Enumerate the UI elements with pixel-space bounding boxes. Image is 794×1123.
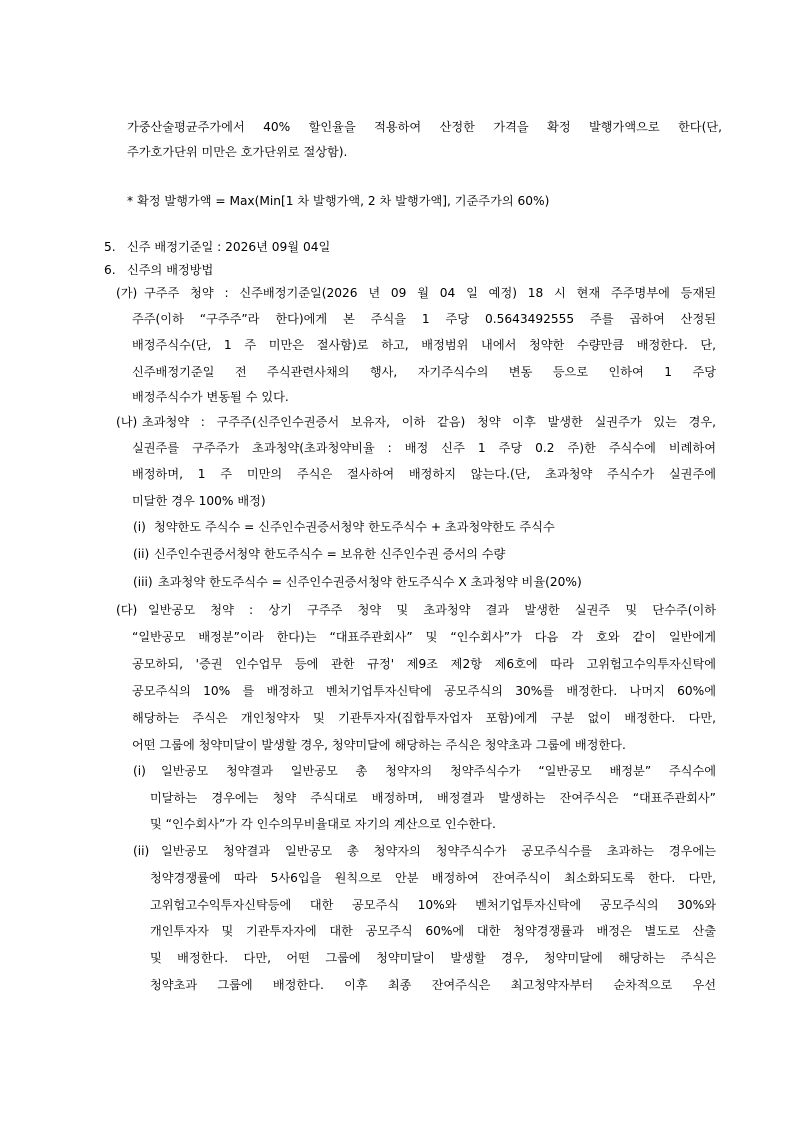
da-line-5: 해당하는 주식은 개인청약자 및 기관투자자(집합투자업자 포함)에게 구분 없이 배정한다. 다만, xyxy=(132,711,716,725)
item-5-number: 5. xyxy=(104,240,116,254)
da-sub-ii-marker: (ii) xyxy=(133,844,150,858)
na-sub-iii-text: 초과청약 한도주식수 = 신주인수권증서청약 한도주식수 X 초과청약 비율(20%) xyxy=(158,575,582,589)
na-sub-ii-marker: (ii) xyxy=(133,547,150,561)
na-line-4: 미달한 경우 100% 배정) xyxy=(132,494,266,508)
da-sub-ii-line-1: 일반공모 청약결과 일반공모 총 청약자의 청약주식수가 공모주식수를 초과하는 경우에는 xyxy=(161,844,716,858)
intro-line-1: 가중산술평균주가에서 40% 할인율을 적용하여 산정한 가격을 확정 발행가액으로 한다(단, xyxy=(127,120,722,134)
intro-line-2: 주가호가단위 미만은 호가단위로 절상함). xyxy=(127,145,348,159)
da-sub-ii-line-6: 청약초과 그룹에 배정한다. 이후 최종 잔여주식은 최고청약자부터 순차적으로 우선 xyxy=(150,978,716,992)
na-sub-i-text: 청약한도 주식수 = 신주인수권증서청약 한도주식수 + 초과청약한도 주식수 xyxy=(154,520,555,534)
item-5-text: 신주 배정기준일 : 2026년 09월 04일 xyxy=(127,240,331,254)
na-sub-iii-marker: (iii) xyxy=(133,575,153,589)
da-sub-i-line-1: 일반공모 청약결과 일반공모 총 청약자의 청약주식수가 “일반공모 배정분” 주식수에 xyxy=(161,764,716,778)
da-sub-i-line-3: 및 “인수회사”가 각 인수의무비율대로 자기의 계산으로 인수한다. xyxy=(150,817,496,831)
item-6-number: 6. xyxy=(104,263,116,277)
da-sub-ii-line-5: 및 배정한다. 다만, 어떤 그룹에 청약미달이 발생할 경우, 청약미달에 해당하는 주식은 xyxy=(150,951,716,965)
da-line-4: 공모주식의 10% 를 배정하고 벤처기업투자신탁에 공모주식의 30%를 배정한다. 나머지 60%에 xyxy=(132,684,716,698)
da-sub-i-line-2: 미달하는 경우에는 청약 주식대로 배정하며, 배정결과 발생하는 잔여주식은 “대표주관회사” xyxy=(150,791,716,805)
da-line-6: 어떤 그룹에 청약미달이 발생할 경우, 청약미달에 해당하는 주식은 청약초과 그룹에 배정한다. xyxy=(132,738,626,752)
da-sub-i-marker: (i) xyxy=(133,764,146,778)
ga-marker: (가) xyxy=(116,286,138,300)
item-6-text: 신주의 배정방법 xyxy=(127,263,214,277)
ga-line-4: 신주배정기준일 전 주식관련사채의 행사, 자기주식수의 변동 등으로 인하여 1 주당 xyxy=(132,365,716,379)
da-sub-ii-line-3: 고위험고수익투자신탁등에 대한 공모주식 10%와 벤처기업투자신탁에 공모주식의 30%와 xyxy=(150,898,716,912)
formula-note: * 확정 발행가액 = Max(Min[1 차 발행가액, 2 차 발행가액], 기준주가의 60%) xyxy=(127,194,550,208)
ga-line-5: 배정주식수가 변동될 수 있다. xyxy=(132,390,289,404)
ga-line-3: 배정주식수(단, 1 주 미만은 절사함)로 하고, 배정범위 내에서 청약한 수량만큼 배정한다. 단, xyxy=(132,338,716,352)
da-line-1: 일반공모 청약 : 상기 구주주 청약 및 초과청약 결과 발생한 실권주 및 단수주(이하 xyxy=(148,603,716,617)
ga-line-1: 구주주 청약 : 신주배정기준일(2026 년 09 월 04 일 예정) 18 시 현재 주주명부에 등재된 xyxy=(144,286,716,300)
da-marker: (다) xyxy=(116,603,138,617)
da-line-3: 공모하되, '증권 인수업무 등에 관한 규정' 제9조 제2항 제6호에 따라 고위험고수익투자신탁에 xyxy=(132,657,716,671)
ga-line-2: 주주(이하 “구주주”라 한다)에게 본 주식을 1 주당 0.5643492555 주를 곱하여 산정된 xyxy=(132,312,716,326)
da-sub-ii-line-2: 청약경쟁률에 따라 5사6입을 원칙으로 안분 배정하여 잔여주식이 최소화되도록 한다. 다만, xyxy=(150,871,716,885)
na-line-2: 실권주를 구주주가 초과청약(초과청약비율 : 배정 신주 1 주당 0.2 주)한 주식수에 비례하여 xyxy=(132,441,716,455)
na-sub-i-marker: (i) xyxy=(133,520,146,534)
na-line-3: 배정하며, 1 주 미만의 주식은 절사하여 배정하지 않는다.(단, 초과청약 주식수가 실권주에 xyxy=(132,467,716,481)
na-marker: (나) xyxy=(116,415,138,429)
da-line-2: “일반공모 배정분”이라 한다)는 “대표주관회사” 및 “인수회사”가 다음 각 호와 같이 일반에게 xyxy=(132,630,716,644)
na-sub-ii-text: 신주인수권증서청약 한도주식수 = 보유한 신주인수권 증서의 수량 xyxy=(154,547,506,561)
da-sub-ii-line-4: 개인투자자 및 기관투자자에 대한 공모주식 60%에 대한 청약경쟁률과 배정은 별도로 산출 xyxy=(150,924,716,938)
na-line-1: 초과청약 : 구주주(신주인수권증서 보유자, 이하 같음) 청약 이후 발생한 실권주가 있는 경우, xyxy=(142,415,716,429)
